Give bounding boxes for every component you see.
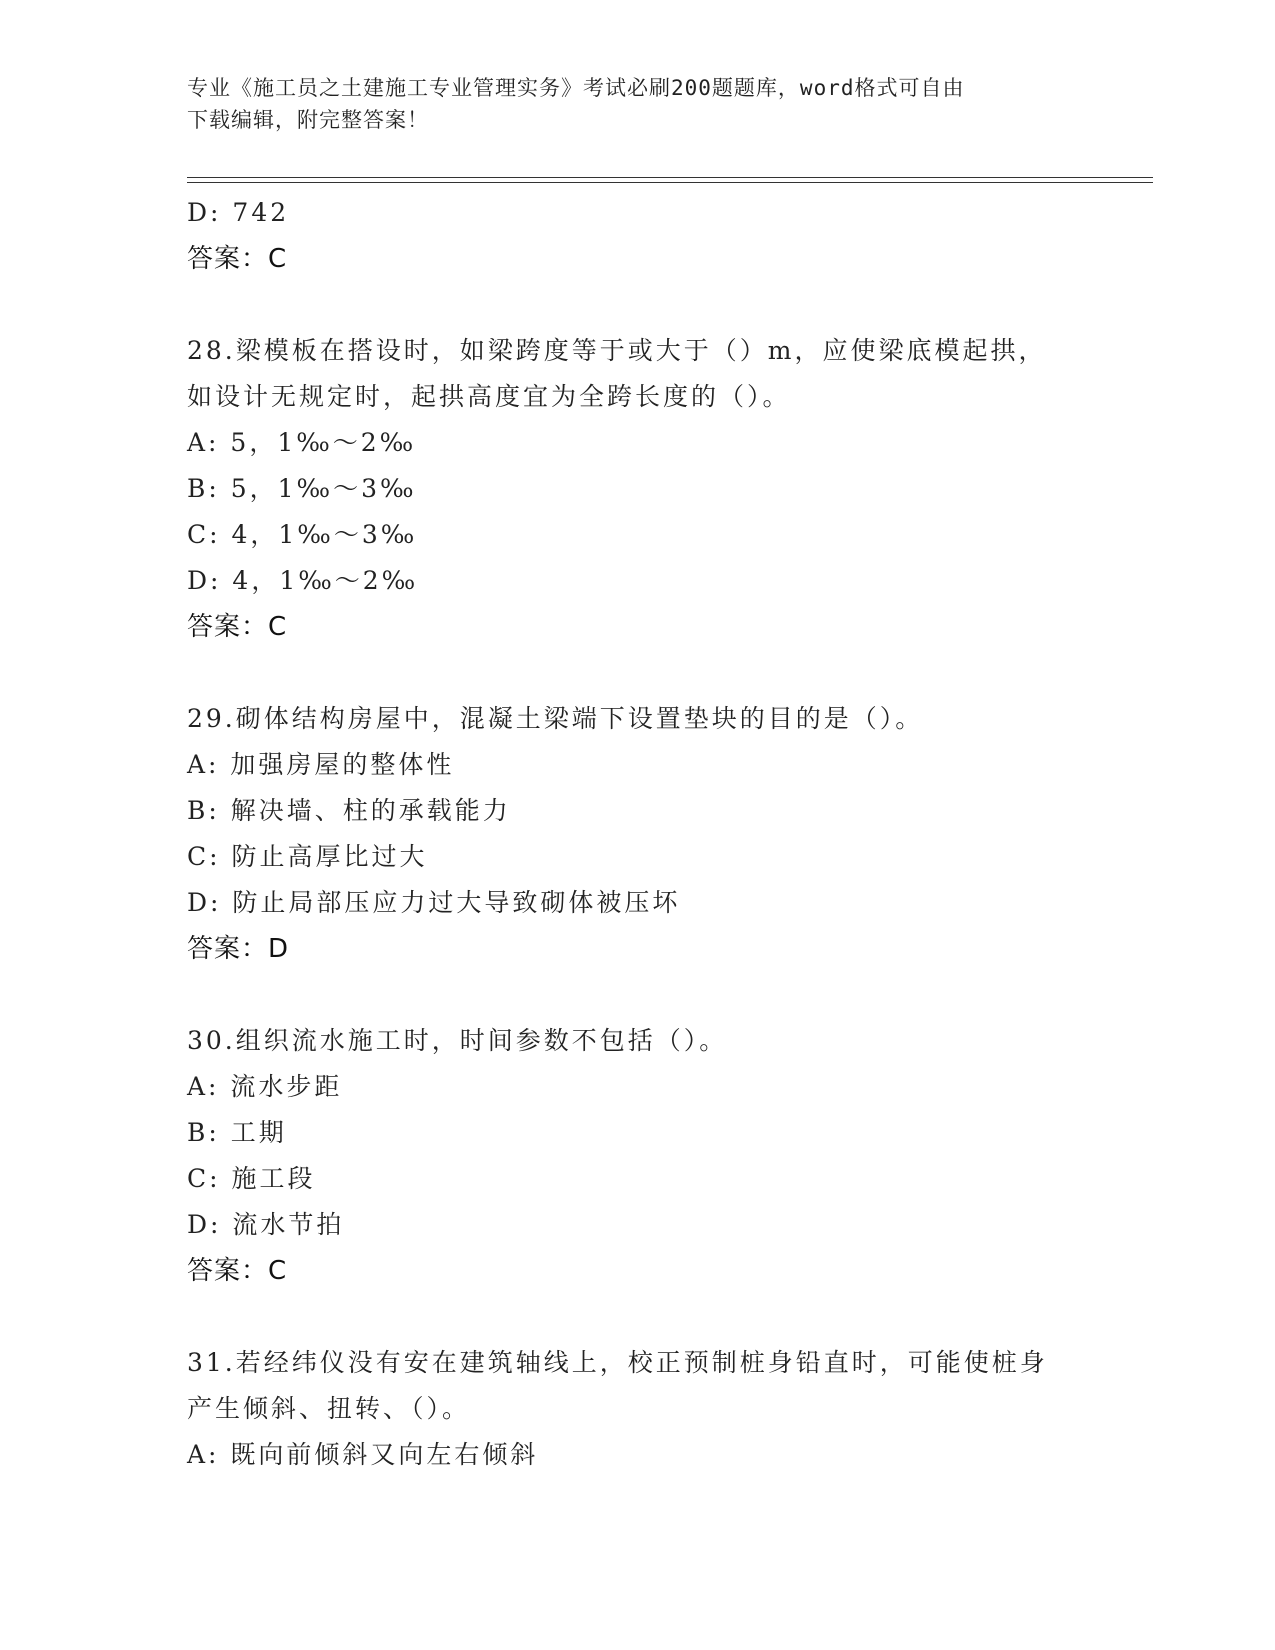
option-d: D: 流水节拍 [187,1210,345,1239]
spacer [187,650,1153,696]
header-line-1: 专业《施工员之土建施工专业管理实务》考试必刷200题题库，word格式可自由 [187,76,965,100]
question-27 [187,190,1153,282]
header-divider-top [187,177,1153,178]
option-d: D: 4，1‰～2‰ [187,566,419,595]
option-b: B: 工期 [187,1118,287,1147]
answer-line: 答案：D [187,934,290,964]
question-29 [187,696,1153,972]
question-stem: 31.若经纬仪没有安在建筑轴线上，校正预制桩身铅直时，可能使桩身 [187,1348,1048,1377]
question-28 [187,328,1153,650]
spacer [187,1294,1153,1340]
option-c: C: 防止高厚比过大 [187,842,428,871]
spacer [187,282,1153,328]
question-stem-continued: 如设计无规定时，起拱高度宜为全跨长度的（）。 [187,382,791,411]
answer-line: 答案：C [187,244,288,274]
question-31 [187,1340,1153,1478]
option-a: A: 5，1‰～2‰ [187,428,417,457]
header-divider-bottom [187,182,1153,183]
answer-line: 答案：C [187,612,288,642]
option-a: A: 加强房屋的整体性 [187,750,455,779]
question-stem: 29.砌体结构房屋中，混凝土梁端下设置垫块的目的是（）。 [187,704,924,733]
answer-line: 答案：C [187,1256,288,1286]
question-stem: 30.组织流水施工时，时间参数不包括（）。 [187,1026,728,1055]
header-line-2: 下载编辑，附完整答案！ [187,108,429,132]
option-b: B: 5，1‰～3‰ [187,474,417,503]
option-c: C: 施工段 [187,1164,316,1193]
document-header [187,72,1067,136]
question-30 [187,1018,1153,1294]
question-content [187,190,1153,1478]
spacer [187,972,1153,1018]
option-a: A: 流水步距 [187,1072,343,1101]
question-stem: 28.梁模板在搭设时，如梁跨度等于或大于（）m，应使梁底模起拱， [187,336,1047,365]
option-a: A: 既向前倾斜又向左右倾斜 [187,1440,539,1469]
option-b: B: 解决墙、柱的承载能力 [187,796,511,825]
option-d: D: 防止局部压应力过大导致砌体被压坏 [187,888,681,917]
option-d: D: 742 [187,198,290,227]
option-c: C: 4，1‰～3‰ [187,520,418,549]
question-stem-continued: 产生倾斜、扭转、（）。 [187,1394,471,1423]
